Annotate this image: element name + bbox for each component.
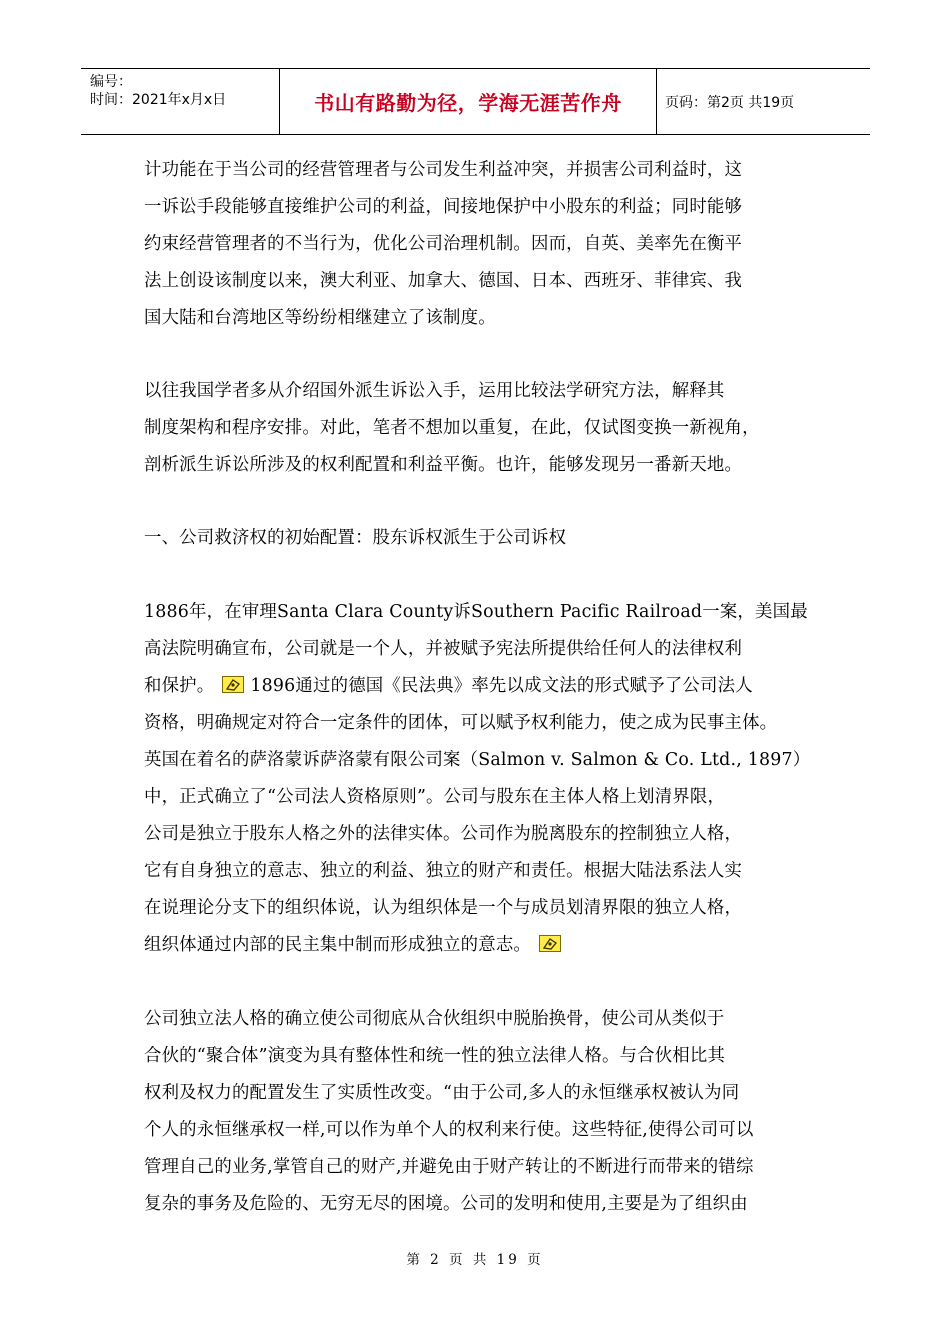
paragraph-1 [144,152,819,337]
text-line: 制度架构和程序安排。对此，笔者不想加以重复，在此，仅试图变换一新视角， [144,418,760,438]
section-heading-text: 一、公司救济权的初始配置：股东诉权派生于公司诉权 [144,528,567,548]
document-time-label: 时间：2021年x月x日 [90,92,227,108]
header-info-cell [81,69,280,134]
text-line: 合伙的“聚合体”演变为具有整体性和统一性的独立法律人格。与合伙相比其 [144,1046,726,1066]
text-line: 法上创设该制度以来，澳大利亚、加拿大、德国、日本、西班牙、菲律宾、我 [144,271,743,291]
paragraph-3 [144,594,819,964]
header-motto-cell [280,69,657,134]
text-line: 剖析派生诉讼所涉及的权利配置和利益平衡。也许，能够发现另一番新天地。 [144,455,743,475]
text-line: 公司独立法人格的确立使公司彻底从合伙组织中脱胎换骨，使公司从类似于 [144,1009,725,1029]
page-footer: 第 2 页 共 19 页 [406,1252,544,1268]
note-icon[interactable] [539,935,561,952]
text-line: 1886年，在审理Santa Clara County诉Southern Pacific Railroad一案，美国最 [144,602,808,622]
text-line: 复杂的事务及危险的、无穷无尽的困境。公司的发明和使用,主要是为了组织由 [144,1194,748,1214]
text-fragment: 和保护。 [144,676,215,696]
note-icon[interactable] [222,676,244,693]
header-page-label: 页码：第2页 共19页 [665,94,795,111]
text-line: 它有自身独立的意志、独立的利益、独立的财产和责任。根据大陆法系法人实 [144,861,743,881]
text-line: 中，正式确立了“公司法人资格原则”。公司与股东在主体人格上划清界限， [144,787,726,807]
header-page-cell [657,69,870,134]
header-motto: 书山有路勤为径，学海无涯苦作舟 [314,91,622,115]
text-fragment: 1896通过的德国《民法典》率先以成文法的形式赋予了公司法人 [250,676,753,696]
text-line: 权利及权力的配置发生了实质性改变。“由于公司,多人的永恒继承权被认为同 [144,1083,740,1103]
text-line: 管理自己的业务,掌管自己的财产,并避免由于财产转让的不断进行而带来的错综 [144,1157,754,1177]
text-line: 国大陆和台湾地区等纷纷相继建立了该制度。 [144,308,496,328]
text-line-with-note [144,668,819,705]
text-line: 在说理论分支下的组织体说，认为组织体是一个与成员划清界限的独立人格， [144,898,743,918]
text-line: 英国在着名的萨洛蒙诉萨洛蒙有限公司案（Salmon v. Salmon & Co. Ltd., 1897） [144,750,811,770]
text-fragment: 组织体通过内部的民主集中制而形成独立的意志。 [144,935,531,955]
paragraph-2 [144,373,819,484]
text-line: 公司是独立于股东人格之外的法律实体。公司作为脱离股东的控制独立人格， [144,824,743,844]
section-heading [144,520,819,557]
text-line: 计功能在于当公司的经营管理者与公司发生利益冲突，并损害公司利益时，这 [144,160,743,180]
text-line: 资格，明确规定对符合一定条件的团体，可以赋予权利能力，使之成为民事主体。 [144,713,778,733]
text-line: 以往我国学者多从介绍国外派生诉讼入手，运用比较法学研究方法，解释其 [144,381,725,401]
text-line: 高法院明确宣布，公司就是一个人，并被赋予宪法所提供给任何人的法律权利 [144,639,743,659]
document-number-label: 编号： [90,74,132,90]
text-line: 一诉讼手段能够直接维护公司的利益，间接地保护中小股东的利益；同时能够 [144,197,743,217]
text-line-with-note [144,927,819,964]
text-line: 约束经营管理者的不当行为，优化公司治理机制。因而，自英、美率先在衡平 [144,234,743,254]
paragraph-4 [144,1001,819,1223]
page-header [81,68,870,135]
text-line: 个人的永恒继承权一样,可以作为单个人的权利来行使。这些特征,使得公司可以 [144,1120,754,1140]
